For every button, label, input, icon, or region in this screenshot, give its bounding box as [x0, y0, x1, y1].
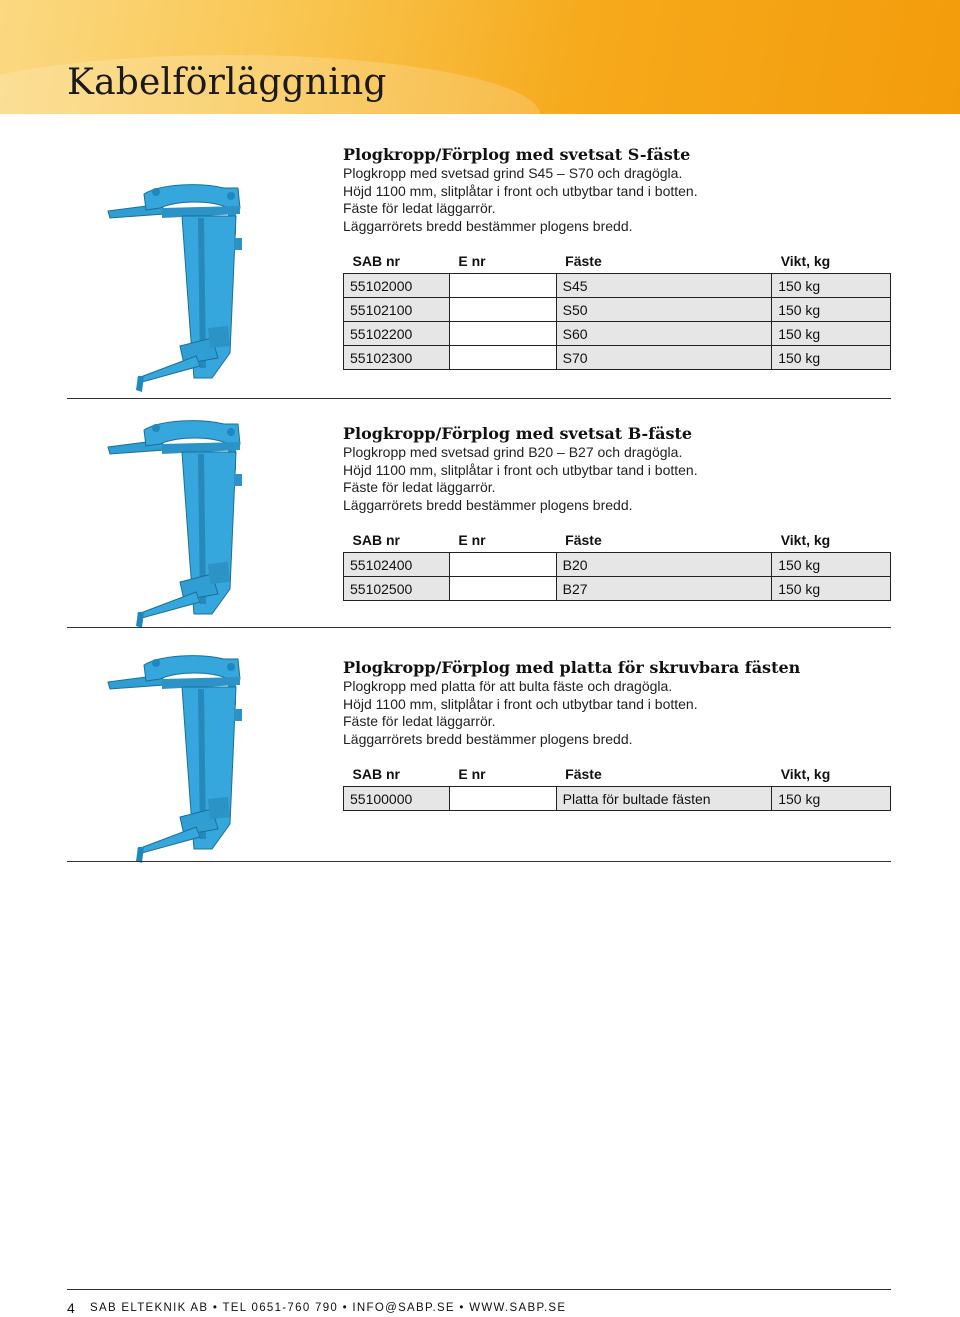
table-row	[344, 553, 891, 577]
table-row	[344, 298, 891, 322]
header-faste: Fäste	[565, 253, 602, 269]
cell-vikt: 150 kg	[772, 298, 891, 322]
header-vikt: Vikt, kg	[780, 766, 831, 782]
header-vikt: Vikt, kg	[780, 253, 831, 269]
header-e-nr: E nr	[458, 532, 486, 548]
section-divider	[67, 861, 891, 862]
header-vikt: Vikt, kg	[780, 532, 831, 548]
table-row	[344, 787, 891, 811]
cell-sab-nr: 55102000	[344, 274, 450, 298]
cell-faste: S70	[556, 346, 772, 370]
cell-sab-nr: 55102100	[344, 298, 450, 322]
cell-vikt: 150 kg	[772, 787, 891, 811]
page-number: 4	[67, 1300, 75, 1316]
description-line: Plogkropp med platta för att bulta fäste och dragögla.	[343, 678, 673, 694]
product-content	[343, 145, 893, 370]
section-title: Plogkropp/Förplog med platta för skruvbara fästen	[343, 658, 801, 677]
cell-vikt: 150 kg	[772, 274, 891, 298]
cell-faste: S45	[556, 274, 772, 298]
cell-e-nr	[449, 553, 556, 577]
page-title: Kabelförläggning	[67, 62, 387, 103]
cell-sab-nr: 55102200	[344, 322, 450, 346]
description-line: Fäste för ledat läggarrör.	[343, 200, 496, 216]
table-header-row	[344, 249, 891, 274]
cell-faste: B27	[556, 577, 772, 601]
header-sab-nr: SAB nr	[352, 766, 400, 782]
page-footer	[67, 1289, 891, 1317]
cell-e-nr	[449, 787, 556, 811]
description-line: Höjd 1100 mm, slitplåtar i front och utbytbar tand i botten.	[343, 182, 698, 199]
cell-vikt: 150 kg	[772, 346, 891, 370]
cell-faste: B20	[556, 553, 772, 577]
description-line: Höjd 1100 mm, slitplåtar i front och utbytbar tand i botten.	[343, 461, 698, 478]
cell-e-nr	[449, 322, 556, 346]
description-line: Läggarrörets bredd bestämmer plogens bredd.	[343, 217, 633, 234]
cell-e-nr	[449, 298, 556, 322]
cell-e-nr	[449, 274, 556, 298]
plow-body-image	[100, 178, 260, 393]
table-row	[344, 346, 891, 370]
section-title: Plogkropp/Förplog med svetsat S-fäste	[343, 145, 691, 164]
cell-vikt: 150 kg	[772, 577, 891, 601]
description-line: Läggarrörets bredd bestämmer plogens bredd.	[343, 730, 633, 747]
cell-e-nr	[449, 577, 556, 601]
spec-table	[343, 762, 891, 811]
product-content	[343, 658, 893, 811]
plow-body-image	[100, 414, 260, 629]
cell-sab-nr: 55100000	[344, 787, 450, 811]
table-header-row	[344, 762, 891, 787]
cell-faste: S60	[556, 322, 772, 346]
description-line: Plogkropp med svetsad grind S45 – S70 och dragögla.	[343, 165, 683, 181]
section-divider	[67, 398, 891, 399]
cell-faste: Platta för bultade fästen	[556, 787, 772, 811]
cell-sab-nr: 55102400	[344, 553, 450, 577]
table-row	[344, 322, 891, 346]
section-divider	[67, 627, 891, 628]
description-line: Läggarrörets bredd bestämmer plogens bredd.	[343, 496, 633, 513]
product-content	[343, 424, 893, 601]
footer-contact: SAB ELTEKNIK AB • TEL 0651-760 790 • INFO@SABP.SE • WWW.SABP.SE	[90, 1302, 567, 1314]
cell-sab-nr: 55102300	[344, 346, 450, 370]
cell-vikt: 150 kg	[772, 553, 891, 577]
description-line: Höjd 1100 mm, slitplåtar i front och utbytbar tand i botten.	[343, 695, 698, 712]
header-sab-nr: SAB nr	[352, 532, 400, 548]
table-header-row	[344, 528, 891, 553]
table-row	[344, 577, 891, 601]
header-e-nr: E nr	[458, 253, 486, 269]
cell-faste: S50	[556, 298, 772, 322]
cell-sab-nr: 55102500	[344, 577, 450, 601]
header-sab-nr: SAB nr	[352, 253, 400, 269]
description-line: Fäste för ledat läggarrör.	[343, 479, 496, 495]
description-line: Fäste för ledat läggarrör.	[343, 713, 496, 729]
header-faste: Fäste	[565, 766, 602, 782]
header-faste: Fäste	[565, 532, 602, 548]
cell-vikt: 150 kg	[772, 322, 891, 346]
spec-table	[343, 249, 891, 370]
header-e-nr: E nr	[458, 766, 486, 782]
plow-body-image	[100, 649, 260, 864]
description-line: Plogkropp med svetsad grind B20 – B27 och dragögla.	[343, 444, 683, 460]
section-title: Plogkropp/Förplog med svetsat B-fäste	[343, 424, 693, 443]
table-row	[344, 274, 891, 298]
spec-table	[343, 528, 891, 601]
cell-e-nr	[449, 346, 556, 370]
